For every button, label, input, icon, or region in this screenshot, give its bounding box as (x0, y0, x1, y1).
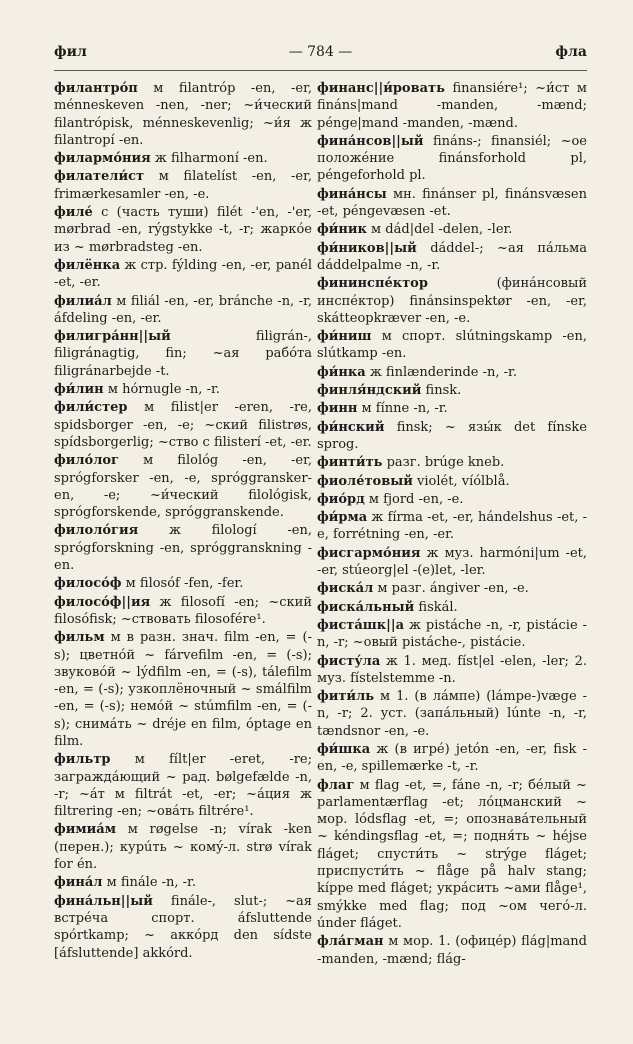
dictionary-entry (317, 275, 587, 327)
dictionary-entry (54, 293, 312, 328)
dictionary-entry (317, 491, 587, 508)
entry-headword: фи́лин (54, 382, 104, 398)
entry-definition: dáddel-; ~ая пáльма dáddelpalme -n, -r. (317, 240, 587, 273)
entry-headword: филантро́п (54, 81, 138, 96)
dictionary-entry (317, 328, 587, 363)
entry-definition: с (часть туши) filét -'en, -'er, mørbrad -en, rýgstykke -t, -r; жаркóе из ~ mørbradsteg -en. (54, 205, 312, 255)
dictionary-entry (54, 150, 312, 167)
entry-headword: филосо́ф||ия (54, 594, 151, 610)
entry-definition: ж (в игрé) jetón -en, -er, fisk -en, -e, spillemærke -t, -r. (317, 741, 587, 775)
entry-headword: фимиа́м (54, 822, 117, 838)
entry-headword: фи́шка (317, 741, 371, 757)
dictionary-entry (317, 509, 587, 544)
entry-headword: фина́нсов||ый (317, 133, 424, 149)
entry-headword: фи́ников||ый (317, 240, 417, 256)
dictionary-entry (317, 933, 587, 968)
entry-definition: м flag -et, =, fáne -n, -r; бéлый ~ parlamentærflag -et; лóцманский ~ мор. lódsflag -et, =; опознавáтельный ~ kéndingsflag -et, =; подня́ть ~ héjse fláget; спусти́ть ~ strýge fláget; приспусти́ть ~ flåge på halv stang; kíppe med fláget; укрáсить ~ами flåge¹, smýkke med flag; под ~ом чегó-л. únder fláget. (317, 777, 587, 931)
entry-headword: фи́нка (317, 364, 366, 380)
entry-definition: м 1. (в лáмпе) (lámpe-)væge -n, -r; 2. уст. (запáльный) lúnte -n, -r, tændsnor -en, -e. (317, 689, 587, 739)
dictionary-entry (54, 452, 312, 521)
entry-definition: fiskál. (414, 599, 458, 615)
entry-headword: фио́рд (317, 491, 365, 507)
entry-definition: м в разн. знач. film -en, = (-s); цветнóй ~ fárvefilm -en, = (-s); звуковóй ~ lýdfilm -en, = (-s), tálefilm -en, = (-s); узкоплёночный ~ smálfilm -en, = (-s); немóй ~ stúmfilm -en, = (-s); снимáть ~ dréje en film, óptage en film. (54, 630, 312, 749)
page-number: — 784 — (288, 44, 353, 60)
dictionary-entry (54, 893, 312, 962)
entry-headword: фина́нсы (317, 186, 387, 202)
dictionary-entry (54, 204, 312, 256)
dictionary-entry (54, 575, 312, 592)
entry-definition: м fjord -en, -e. (364, 491, 464, 507)
entry-definition: ж fírma -et, -er, hándelshus -et, -e, forrétning -en, -er. (317, 510, 587, 543)
dictionary-entry (54, 168, 312, 203)
entry-definition: м røgelse -n; vírak -ken (перен.); курúть ~ комý-л. strø vírak for én. (54, 822, 312, 873)
entry-headword: флаг (317, 777, 355, 793)
entry-headword: фильтр (54, 752, 111, 768)
entry-definition: м filológ -en, -er, sprógforsker -en, -e, spróggransker-en, -e; ~и́ческий filológisk, sprógforskende, spróggranskende. (54, 453, 312, 521)
dictionary-entry (317, 688, 587, 740)
entry-definition: ж pistáche -n, -r, pistácie -n, -r; ~овый pistáche-, pistácie. (317, 617, 587, 651)
entry-headword: филиа́л (54, 293, 112, 309)
entry-definition: ж filharmoní -en. (150, 151, 268, 167)
entry-definition: ж стр. fýlding -en, -er, panél -et, -er. (54, 257, 312, 291)
entry-definition: finsk. (421, 383, 462, 399)
entry-headword: фи́нский (317, 419, 385, 435)
dictionary-entry (54, 821, 312, 873)
entry-headword: фити́ль (317, 689, 375, 705)
entry-headword: филёнка (54, 257, 121, 273)
page-header (54, 44, 587, 66)
entry-definition: мн. finánser pl, finánsvæsen -et, péngevæsen -et. (317, 186, 587, 220)
header-rule (54, 70, 587, 71)
dictionary-entry (317, 777, 587, 933)
entry-definition: finansiére¹; ~и́ст м fináns|mand -manden, -mænd; pénge|mand -manden, -mænd. (317, 81, 587, 131)
entry-headword: фининспе́ктор (317, 276, 428, 292)
entry-headword: фисгармо́ния (317, 545, 421, 561)
entry-headword: фиска́л (317, 581, 374, 597)
entry-headword: фиста́шк||а (317, 617, 405, 633)
entry-headword: фи́ник (317, 222, 367, 238)
dictionary-entry (317, 741, 587, 776)
dictionary-entry (54, 257, 312, 292)
dictionary-entry (317, 653, 587, 688)
entry-headword: фили́стер (54, 400, 128, 416)
entry-definition: ж муз. harmóni|um -et, -er, stúeorg|el -(e)let, -ler. (317, 545, 587, 579)
entry-headword: фиоле́товый (317, 473, 413, 489)
dictionary-entry (54, 80, 312, 149)
header-left-guideword: фил (54, 44, 87, 60)
dictionary-entry (317, 473, 587, 490)
entry-definition: filigrán-, filigránagtig, fin; ~ая рабóта filigránarbejde -t. (54, 329, 312, 379)
entry-definition: м мор. 1. (офицéр) flág|mand -manden, -mænd; flág- (317, 934, 587, 967)
entry-headword: фла́гман (317, 934, 384, 950)
entry-definition: м fínne -n, -r. (357, 401, 448, 417)
entry-definition: (финáнсовый инспéктор) finánsinspektør -en, -er, skátteopkræver -en, -e. (317, 276, 587, 326)
entry-headword: финн (317, 401, 358, 417)
entry-definition: ж filosofí -en; ~ский filosófisk; ~ствовать filosoférе¹. (54, 594, 312, 627)
dictionary-entry (54, 399, 312, 451)
entry-definition: м filiál -en, -er, bránche -n, -r, áfdeling -en, -er. (54, 293, 312, 326)
entry-definition: м filatelíst -en, -er, frimærkesamler -en, -e. (54, 169, 312, 202)
dictionary-entry (317, 80, 587, 132)
dictionary-entry (317, 240, 587, 275)
left-column (54, 80, 312, 963)
entry-definition: м спорт. slútningskamp -en, slútkamp -en. (317, 329, 587, 362)
dictionary-entry (317, 400, 587, 417)
entry-definition: finsk; ~ язы́к det fínske sprog. (317, 419, 587, 452)
entry-headword: филосо́ф (54, 576, 122, 592)
entry-headword: финанс||и́ровать (317, 81, 445, 96)
entry-headword: фина́л (54, 875, 103, 891)
dictionary-entry (317, 419, 587, 454)
entry-definition: ж filologí -en, sprógforskning -en, spróggranskning -en. (54, 523, 312, 574)
dictionary-entry (54, 381, 312, 398)
entry-definition: м hórnugle -n, -r. (103, 382, 220, 398)
dictionary-entry (54, 328, 312, 380)
dictionary-entry (317, 580, 587, 597)
dictionary-entry (317, 382, 587, 399)
entry-definition: fináns-; finansiél; ~ое положéние finánsforhold pl, péngeforhold pl. (317, 133, 587, 184)
entry-definition: м разг. ángiver -en, -e. (373, 581, 529, 597)
dictionary-entry (54, 522, 312, 574)
entry-headword: филармо́ния (54, 151, 151, 167)
entry-definition: finále-, slut-; ~ая встрéча спорт. áfsluttende spórtkamp; ~ аккóрд den sídste [áfsluttende] akkórd. (54, 893, 312, 961)
entry-headword: филе́ (54, 205, 93, 221)
entry-definition: м filantróp -en, -er, ménneskeven -nen, -ner; ~и́ческий filantrópisk, ménneskevenlig; ~и́я ж filantropí -en. (54, 81, 312, 148)
entry-headword: фи́рма (317, 510, 368, 526)
dictionary-entry (317, 454, 587, 471)
entry-definition: м finále -n, -r. (102, 875, 196, 891)
entry-definition: ж 1. мед. físt|el -elen, -ler; 2. муз. fístelstemme -n. (317, 653, 587, 686)
dictionary-entry (54, 594, 312, 629)
entry-headword: финти́ть (317, 455, 383, 471)
right-column (317, 80, 587, 969)
header-right-guideword: фла (555, 44, 587, 60)
dictionary-entry (317, 364, 587, 381)
dictionary-entry (317, 221, 587, 238)
dictionary-entry (317, 133, 587, 185)
entry-headword: финля́ндский (317, 383, 422, 399)
entry-headword: фильм (54, 630, 105, 646)
entry-definition: м dád|del -delen, -ler. (366, 222, 513, 238)
entry-headword: фисту́ла (317, 653, 381, 669)
dictionary-entry (54, 874, 312, 891)
entry-definition: м filosóf -fen, -fer. (121, 576, 244, 592)
entry-definition: м fílt|er -eret, -re; заграждáющий ~ рад. bølgefælde -n, -r; ~áт м filtrát -et, -er; ~áция ж filtrering -en; ~овáть filtrére¹. (54, 752, 312, 820)
entry-headword: филоло́гия (54, 523, 139, 539)
entry-definition: violét, víólblå. (412, 473, 510, 489)
dictionary-entry (54, 629, 312, 750)
entry-definition: разг. brúge kneb. (382, 455, 505, 471)
dictionary-entry (317, 617, 587, 652)
entry-definition: ж finlænderinde -n, -r. (365, 364, 517, 380)
entry-headword: фина́льн||ый (54, 893, 153, 909)
dictionary-entry (54, 751, 312, 820)
entry-headword: фи́ниш (317, 329, 372, 345)
dictionary-entry (317, 186, 587, 221)
entry-headword: фило́лог (54, 453, 120, 469)
dictionary-entry (317, 599, 587, 616)
entry-headword: филигра́нн||ый (54, 329, 171, 345)
entry-headword: фиска́льный (317, 599, 415, 615)
entry-headword: филатели́ст (54, 169, 145, 185)
entry-definition: м filist|er -eren, -re, spidsborger -en, -e; ~ский filistrøs, spídsborgerlig; ~ство с filisterí -et, -er. (54, 400, 312, 450)
dictionary-entry (317, 545, 587, 580)
